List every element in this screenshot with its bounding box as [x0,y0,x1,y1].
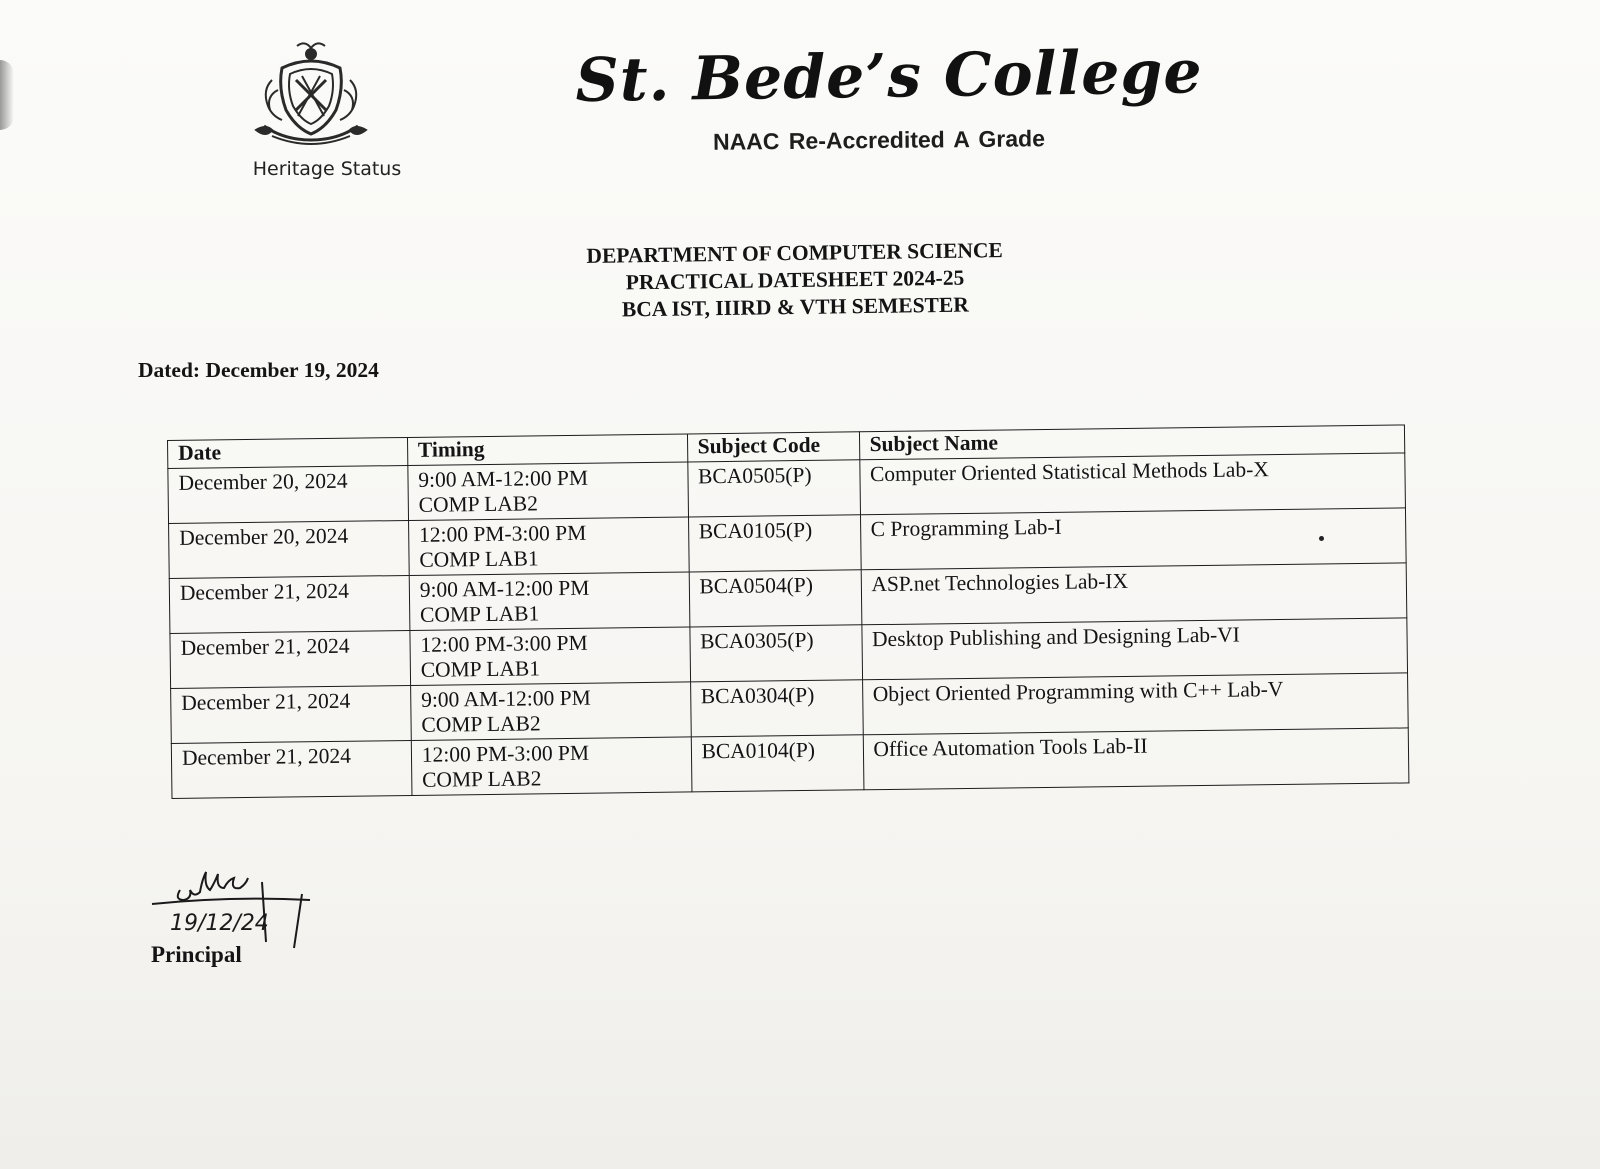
subject-name-cell: Desktop Publishing and Designing Lab-VI [861,618,1407,680]
date-cell: December 21, 2024 [171,685,412,743]
timing-cell [410,682,690,741]
semester-title: BCA IST, IIIRD & VTH SEMESTER [621,292,969,322]
date-cell: December 20, 2024 [168,465,409,523]
accreditation-line: NAAC Re-Accredited A Grade [712,125,1046,155]
college-crest [232,40,422,180]
subject-name-cell: C Programming Lab-I [860,508,1406,570]
crest-emblem-icon [242,40,382,158]
column-header-date: Date [168,437,408,468]
time-slot: 12:00 PM-3:00 PM [420,630,588,657]
column-header-subject-name: Subject Name [859,425,1405,460]
date-cell: December 21, 2024 [170,630,411,688]
signature-date: 19/12/24 [170,911,269,936]
time-slot: 12:00 PM-3:00 PM [421,740,590,767]
datesheet-table [167,424,1409,799]
date-cell: December 21, 2024 [171,740,412,798]
time-slot: 9:00 AM-12:00 PM [418,465,589,492]
timing-cell [409,572,689,631]
lab-name: COMP LAB2 [418,491,539,517]
subject-code-cell: BCA0504(P) [689,570,862,627]
subject-name-cell: Office Automation Tools Lab-II [863,728,1409,790]
heritage-status-label: Heritage Status [252,158,402,180]
column-header-timing: Timing [407,434,687,466]
document-heading [539,236,1050,324]
department-title: DEPARTMENT OF COMPUTER SCIENCE [586,238,1003,268]
date-cell: December 20, 2024 [169,520,410,578]
column-header-subject-code: Subject Code [687,432,859,462]
subject-code-cell: BCA0304(P) [690,680,863,737]
subject-code-cell: BCA0105(P) [688,515,861,572]
lab-name: COMP LAB1 [420,656,541,682]
lab-name: COMP LAB1 [419,546,539,572]
time-slot: 9:00 AM-12:00 PM [419,575,590,602]
time-slot: 12:00 PM-3:00 PM [418,520,587,547]
subject-code-cell: BCA0305(P) [689,625,862,682]
subject-name-cell: Computer Oriented Statistical Methods Lab-X [859,453,1405,515]
timing-cell [408,462,688,521]
timing-cell [408,517,688,576]
lab-name: COMP LAB2 [421,766,542,792]
subject-code-cell: BCA0104(P) [691,735,864,792]
lab-name: COMP LAB2 [421,711,541,737]
datesheet-table-container [167,424,1409,799]
page-edge-shadow [0,60,14,130]
subject-name-cell: ASP.net Technologies Lab-IX [861,563,1407,625]
timing-cell [411,737,691,796]
datesheet-title: PRACTICAL DATESHEET 2024-25 [625,265,965,295]
timing-cell [410,627,690,686]
lab-name: COMP LAB1 [419,601,540,627]
dated-line: Dated: December 19, 2024 [138,358,379,382]
date-cell: December 21, 2024 [169,575,410,633]
time-slot: 9:00 AM-12:00 PM [420,685,591,712]
stray-ink-dot [1319,536,1324,541]
subject-name-cell: Object Oriented Programming with C++ Lab-V [862,673,1408,735]
college-name: St. Bede’s College [575,37,1203,116]
subject-code-cell: BCA0505(P) [687,460,860,517]
principal-label: Principal [151,942,242,967]
